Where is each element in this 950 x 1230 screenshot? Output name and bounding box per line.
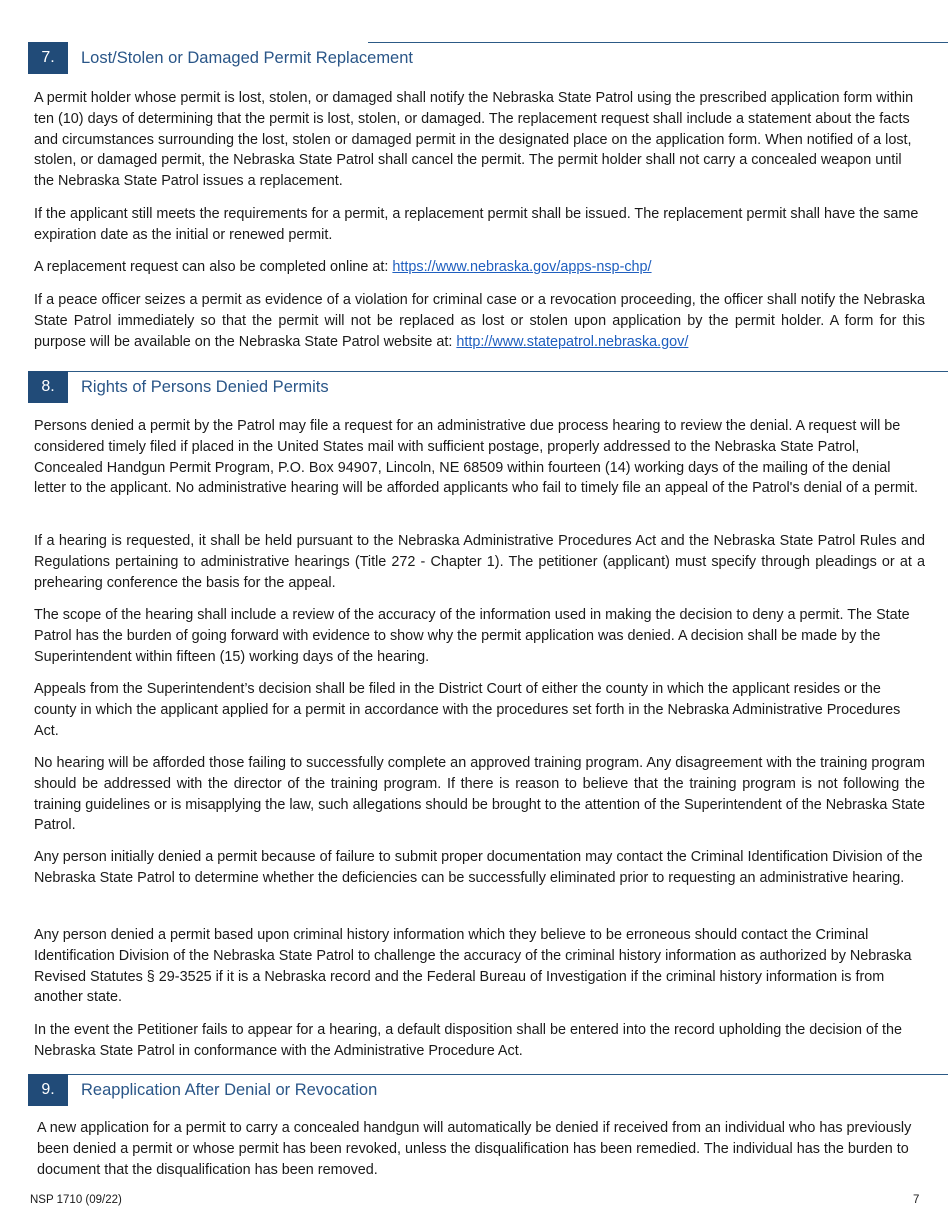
online-paragraph	[34, 257, 925, 278]
paragraph: The scope of the hearing shall include a review of the accuracy of the information used in making the decision to deny a permit. The State Patrol has the burden of going forward with evidence to show why the permit application was denied. A decision shall be made by the Superintendent within fifteen (15) working days of the hearing.	[34, 607, 910, 665]
section-number: 8.	[28, 371, 68, 403]
form-id: NSP 1710 (09/22)	[30, 1194, 122, 1206]
paragraph: Any person denied a permit based upon criminal history information which they believe to be erroneous should contact the Criminal Identification Division of the Nebraska State Patrol to challenge the accuracy of the criminal history information as authorized by Nebraska Revised Statutes § 29-3525 if it is a Nebraska record and the Federal Bureau of Investigation if the criminal history information is from another state.	[34, 927, 912, 1006]
paragraph: A new application for a permit to carry a concealed handgun will automatically be denied if received from an individual who has previously been denied a permit or whose permit has been revoked, unless the disqualification has been remedied. The individual has the burden to document that the disqualification has been removed.	[37, 1120, 912, 1178]
section-8-header	[28, 371, 948, 403]
state-patrol-website-link[interactable]: http://www.statepatrol.nebraska.gov/	[456, 333, 689, 350]
section-number: 9.	[28, 1074, 68, 1106]
section-9-header	[28, 1074, 948, 1106]
section-title: Reapplication After Denial or Revocation	[81, 1081, 378, 1099]
seize-text: If a peace officer seizes a permit as evidence of a violation for criminal case or a revocation proceeding, the officer shall notify the Nebraska State Patrol immediately so that the permit will not be replaced as lost or stolen upon application by the permit holder. A form for this purpose will be available on the Nebraska State Patrol website at:	[34, 292, 925, 350]
paragraph: In the event the Petitioner fails to appear for a hearing, a default disposition shall be entered into the record upholding the decision of the Nebraska State Patrol in conformance with the Administrative Procedure Act.	[34, 1022, 903, 1059]
paragraph: Persons denied a permit by the Patrol may file a request for an administrative due process hearing to review the denial. A request will be considered timely filed if placed in the United States mail with sufficient postage, properly addressed to the Nebraska State Patrol, Concealed Handgun Permit Program, P.O. Box 94907, Lincoln, NE 68509 within fourteen (14) working days of the mailing of the denial letter to the applicant. No administrative hearing will be afforded applicants who fail to timely file an appeal of the Patrol's denial of a permit.	[34, 418, 918, 497]
online-application-link[interactable]: https://www.nebraska.gov/apps-nsp-chp/	[392, 259, 652, 275]
paragraph: If the applicant still meets the requirements for a permit, a replacement permit shall be issued. The replacement permit shall have the same expiration date as the initial or renewed permit.	[34, 206, 919, 243]
paragraph: A permit holder whose permit is lost, stolen, or damaged shall notify the Nebraska State Patrol using the prescribed application form within ten (10) days of determining that the permit is lost, stolen, or damaged. The replacement request shall include a statement about the facts and circumstances surrounding the lost, stolen or damaged permit in the designated place on the application form. When notified of a lost, stolen, or damaged permit, the Nebraska State Patrol shall cancel the permit. The permit holder shall not carry a concealed weapon until the Nebraska State Patrol issues a replacement.	[34, 90, 914, 190]
online-text: A replacement request can also be completed online at:	[34, 259, 393, 275]
paragraph: Appeals from the Superintendent’s decision shall be filed in the District Court of either the county in which the applicant resides or the county in which the applicant applied for a permit in accordance with the procedures set forth in the Nebraska Administrative Procedures Act.	[34, 681, 901, 739]
paragraph: No hearing will be afforded those failing to successfully complete an approved training program. Any disagreement with the training program should be addressed with the director of the training program. If there is reason to believe that the training program is not following the training guidelines or is misapplying the law, such allegations should be brought to the attention of the Superintendent of the Nebraska State Patrol.	[34, 755, 925, 834]
paragraph: If a hearing is requested, it shall be held pursuant to the Nebraska Administrative Procedures Act and the Nebraska State Patrol Rules and Regulations pertaining to administrative hearings (Title 272 - Chapter 1). The petitioner (applicant) must specify through pleadings or at a prehearing conference the basis for the appeal.	[34, 533, 925, 591]
section-7-header	[28, 42, 948, 74]
seize-paragraph	[34, 290, 925, 352]
section-number: 7.	[28, 42, 68, 74]
page-number: 7	[913, 1194, 920, 1206]
section-title: Lost/Stolen or Damaged Permit Replacement	[81, 49, 413, 67]
paragraph: Any person initially denied a permit because of failure to submit proper documentation may contact the Criminal Identification Division of the Nebraska State Patrol to determine whether the deficiencies can be successfully eliminated prior to requesting an administrative hearing.	[34, 849, 923, 886]
section-title: Rights of Persons Denied Permits	[81, 378, 329, 396]
